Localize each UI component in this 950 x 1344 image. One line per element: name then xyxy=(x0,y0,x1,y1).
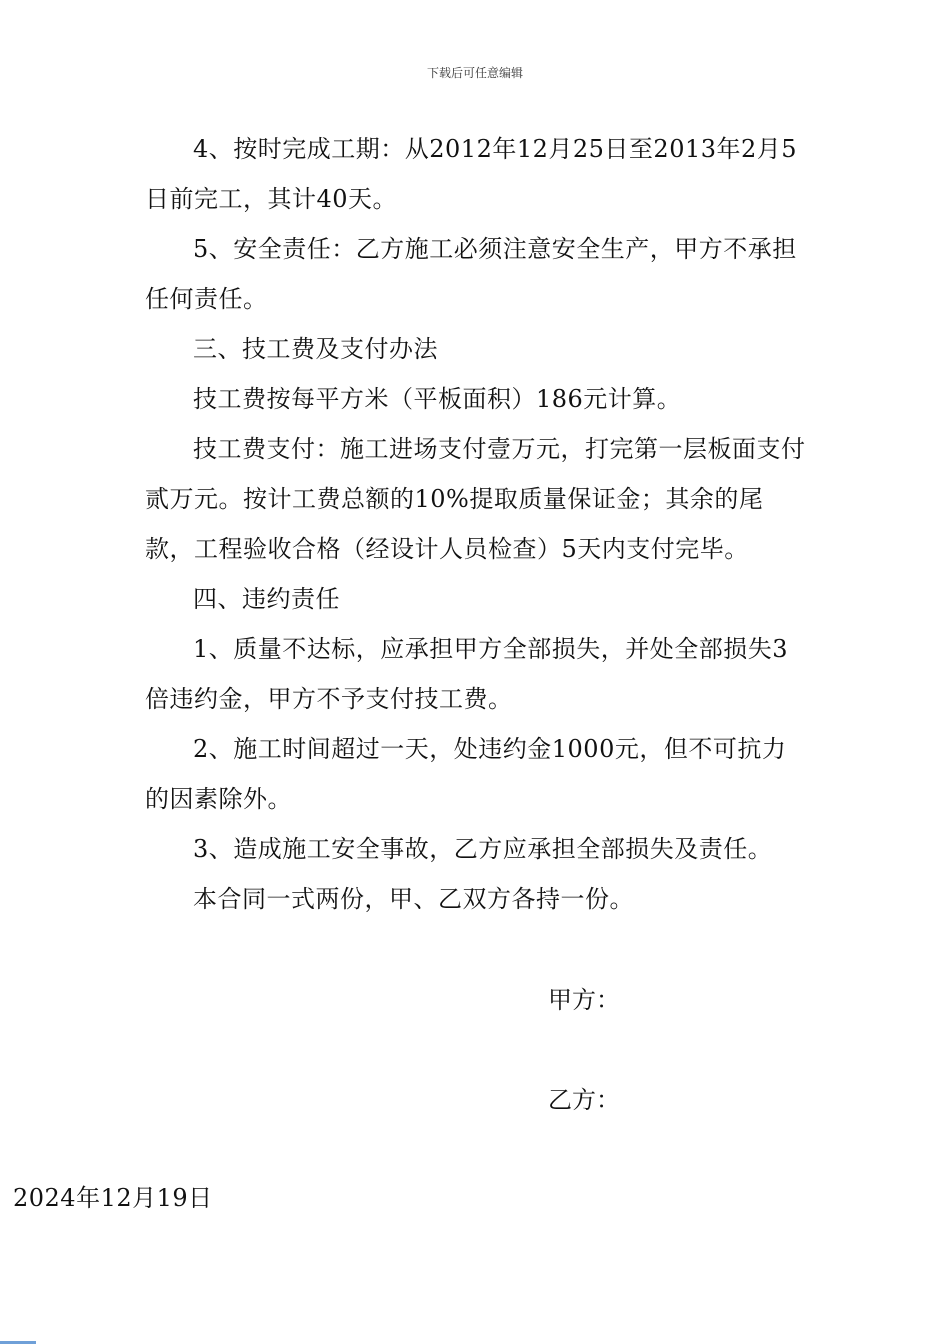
clause-fee-payment: 技工费支付：施工进场支付壹万元，打完第一层板面支付贰万元。按计工费总额的10%提取质量保证金；其余的尾款，工程验收合格（经设计人员检查）5天内支付完毕。 xyxy=(145,435,806,563)
clause-delay: 2、施工时间超过一天，处违约金1000元，但不可抗力的因素除外。 xyxy=(145,735,787,813)
signature-party-a: 甲方： xyxy=(548,986,620,1014)
section-heading-fees: 三、技工费及支付办法 xyxy=(193,335,438,363)
header-note: 下载后可任意编辑 xyxy=(426,66,523,80)
clause-copies: 本合同一式两份，甲、乙双方各持一份。 xyxy=(193,885,634,913)
clause-safety: 5、安全责任：乙方施工必须注意安全生产，甲方不承担任何责任。 xyxy=(145,235,797,313)
clause-quality: 1、质量不达标，应承担甲方全部损失，并处全部损失3倍违约金，甲方不予支付技工费。 xyxy=(145,635,789,713)
document-date: 2024年12月19日 xyxy=(13,1184,213,1212)
clause-fee-rate: 技工费按每平方米（平板面积）186元计算。 xyxy=(193,385,682,413)
clause-schedule: 4、按时完成工期：从2012年12月25日至2013年2月5日前完工，其计40天。 xyxy=(145,135,798,213)
signature-party-b: 乙方： xyxy=(548,1086,620,1114)
section-heading-breach: 四、违约责任 xyxy=(193,585,340,613)
contract-body xyxy=(145,124,810,924)
clause-accident: 3、造成施工安全事故，乙方应承担全部损失及责任。 xyxy=(193,835,773,863)
